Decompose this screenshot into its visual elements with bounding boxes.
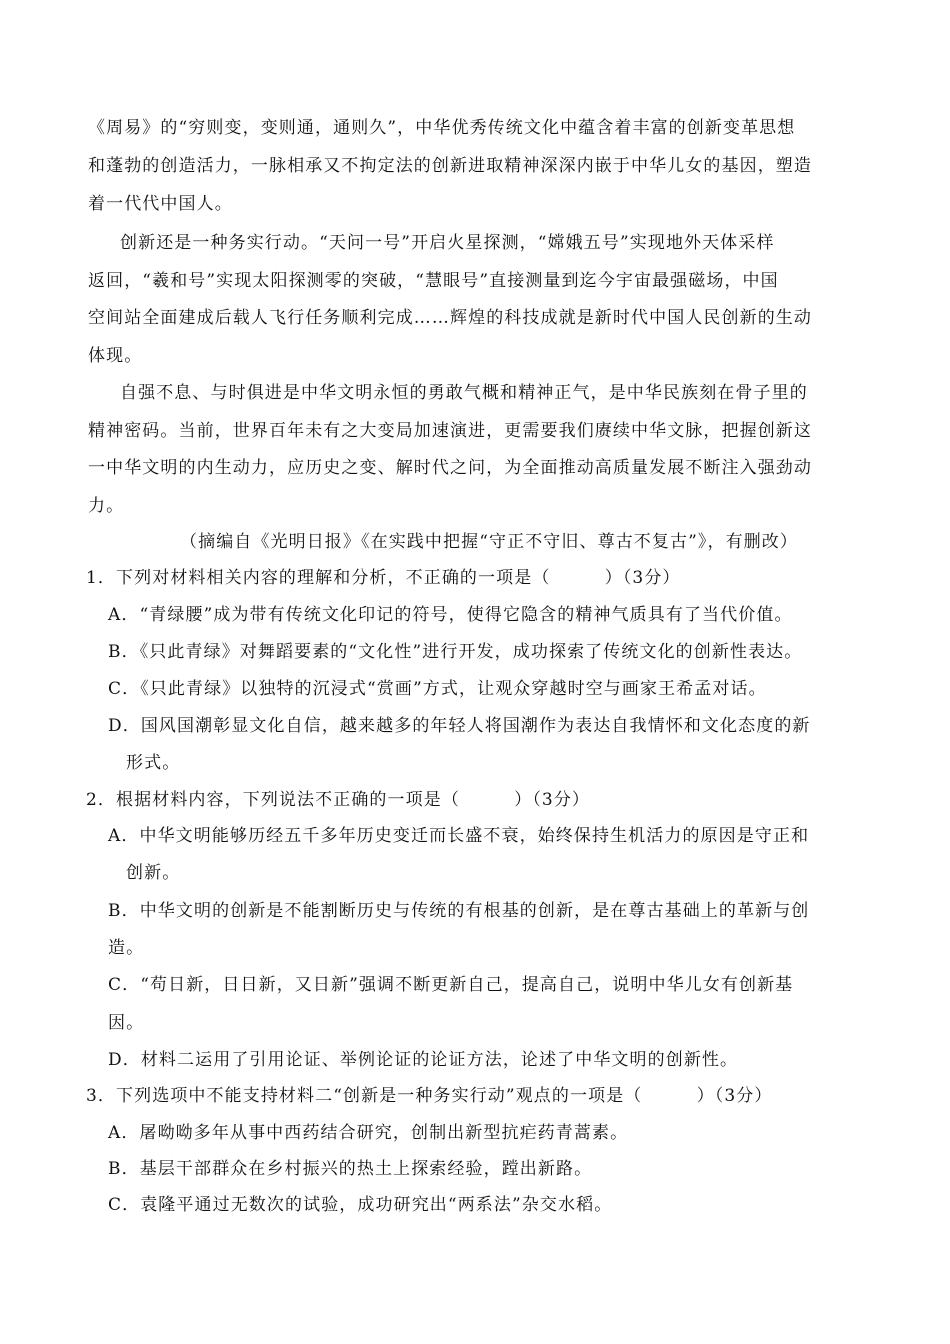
question-1-option-c: C．《只此青绿》以独特的沉浸式“赏画”方式，让观众穿越时空与画家王希孟对话。 — [108, 679, 767, 699]
passage-para2-line1: 创新还是一种务实行动。“天问一号”开启火星探测，“嫦娥五号”实现地外天体采样 — [120, 233, 775, 253]
question-3-stem: 3．下列选项中不能支持材料二“创新是一种务实行动”观点的一项是（ ）（3分） — [86, 1086, 773, 1106]
passage-para3-line4: 力。 — [88, 496, 125, 516]
question-2-option-b: B．中华文明的创新是不能割断历史与传统的有根基的创新，是在尊古基础上的革新与创 — [108, 901, 810, 921]
passage-source: （摘编自《光明日报》《在实践中把握“守正不守旧、尊古不复古”》，有删改） — [180, 532, 798, 552]
passage-para3-line3: 一中华文明的内生动力，应历史之变、解时代之问，为全面推动高质量发展不断注入强劲动 — [88, 458, 812, 478]
question-3-option-a: A．屠呦呦多年从事中西药结合研究，创制出新型抗疟药青蒿素。 — [108, 1123, 629, 1143]
question-2-stem: 2．根据材料内容，下列说法不正确的一项是（ ）（3分） — [86, 790, 591, 810]
passage-para1-line3: 着一代代中国人。 — [88, 194, 233, 214]
question-2-option-c-cont: 因。 — [108, 1013, 145, 1033]
question-3-option-c: C．袁隆平通过无数次的试验，成功研究出“两系法”杂交水稻。 — [108, 1195, 613, 1215]
question-2-option-a-cont: 创新。 — [126, 863, 181, 883]
question-1-option-d-cont: 形式。 — [126, 753, 181, 773]
passage-para2-line3: 空间站全面建成后载人飞行任务顺利完成……辉煌的科技成就是新时代中国人民创新的生动 — [88, 308, 812, 328]
passage-para1-line1: 《周易》的“穷则变，变则通，通则久”，中华优秀传统文化中蕴含着丰富的创新变革思想 — [88, 118, 796, 138]
question-1-option-d: D．国风国潮彰显文化自信，越来越多的年轻人将国潮作为表达自我情怀和文化态度的新 — [108, 716, 811, 736]
question-2-option-c: C．“苟日新，日日新，又日新”强调不断更新自己，提高自己，说明中华儿女有创新基 — [108, 975, 794, 995]
passage-para2-line4: 体现。 — [88, 346, 143, 366]
question-1-option-b: B．《只此青绿》对舞蹈要素的“文化性”进行开发，成功探索了传统文化的创新性表达。 — [108, 642, 803, 662]
passage-para1-line2: 和蓬勃的创造活力，一脉相承又不拘定法的创新进取精神深深内嵌于中华儿女的基因，塑造 — [88, 156, 812, 176]
question-2-option-b-cont: 造。 — [108, 938, 145, 958]
passage-para3-line2: 精神密码。当前，世界百年未有之大变局加速演进，更需要我们赓续中华文脉，把握创新这 — [88, 421, 812, 441]
question-3-option-b: B．基层干部群众在乡村振兴的热土上探索经验，蹚出新路。 — [108, 1159, 593, 1179]
passage-para3-line1: 自强不息、与时俱进是中华文明永恒的勇敢气概和精神正气，是中华民族刻在骨子里的 — [120, 383, 808, 403]
question-1-stem: 1．下列对材料相关内容的理解和分析，不正确的一项是（ ）（3分） — [86, 568, 681, 588]
question-1-option-a: A．“青绿腰”成为带有传统文化印记的符号，使得它隐含的精神气质具有了当代价值。 — [108, 605, 793, 625]
passage-para2-line2: 返回，“羲和号”实现太阳探测零的突破，“慧眼号”直接测量到迄今宇宙最强磁场，中国 — [88, 271, 779, 291]
question-2-option-a: A．中华文明能够历经五千多年历史变迁而长盛不衰，始终保持生机活力的原因是守正和 — [108, 826, 810, 846]
question-2-option-d: D．材料二运用了引用论证、举例论证的论证方法，论述了中华文明的创新性。 — [108, 1050, 739, 1070]
